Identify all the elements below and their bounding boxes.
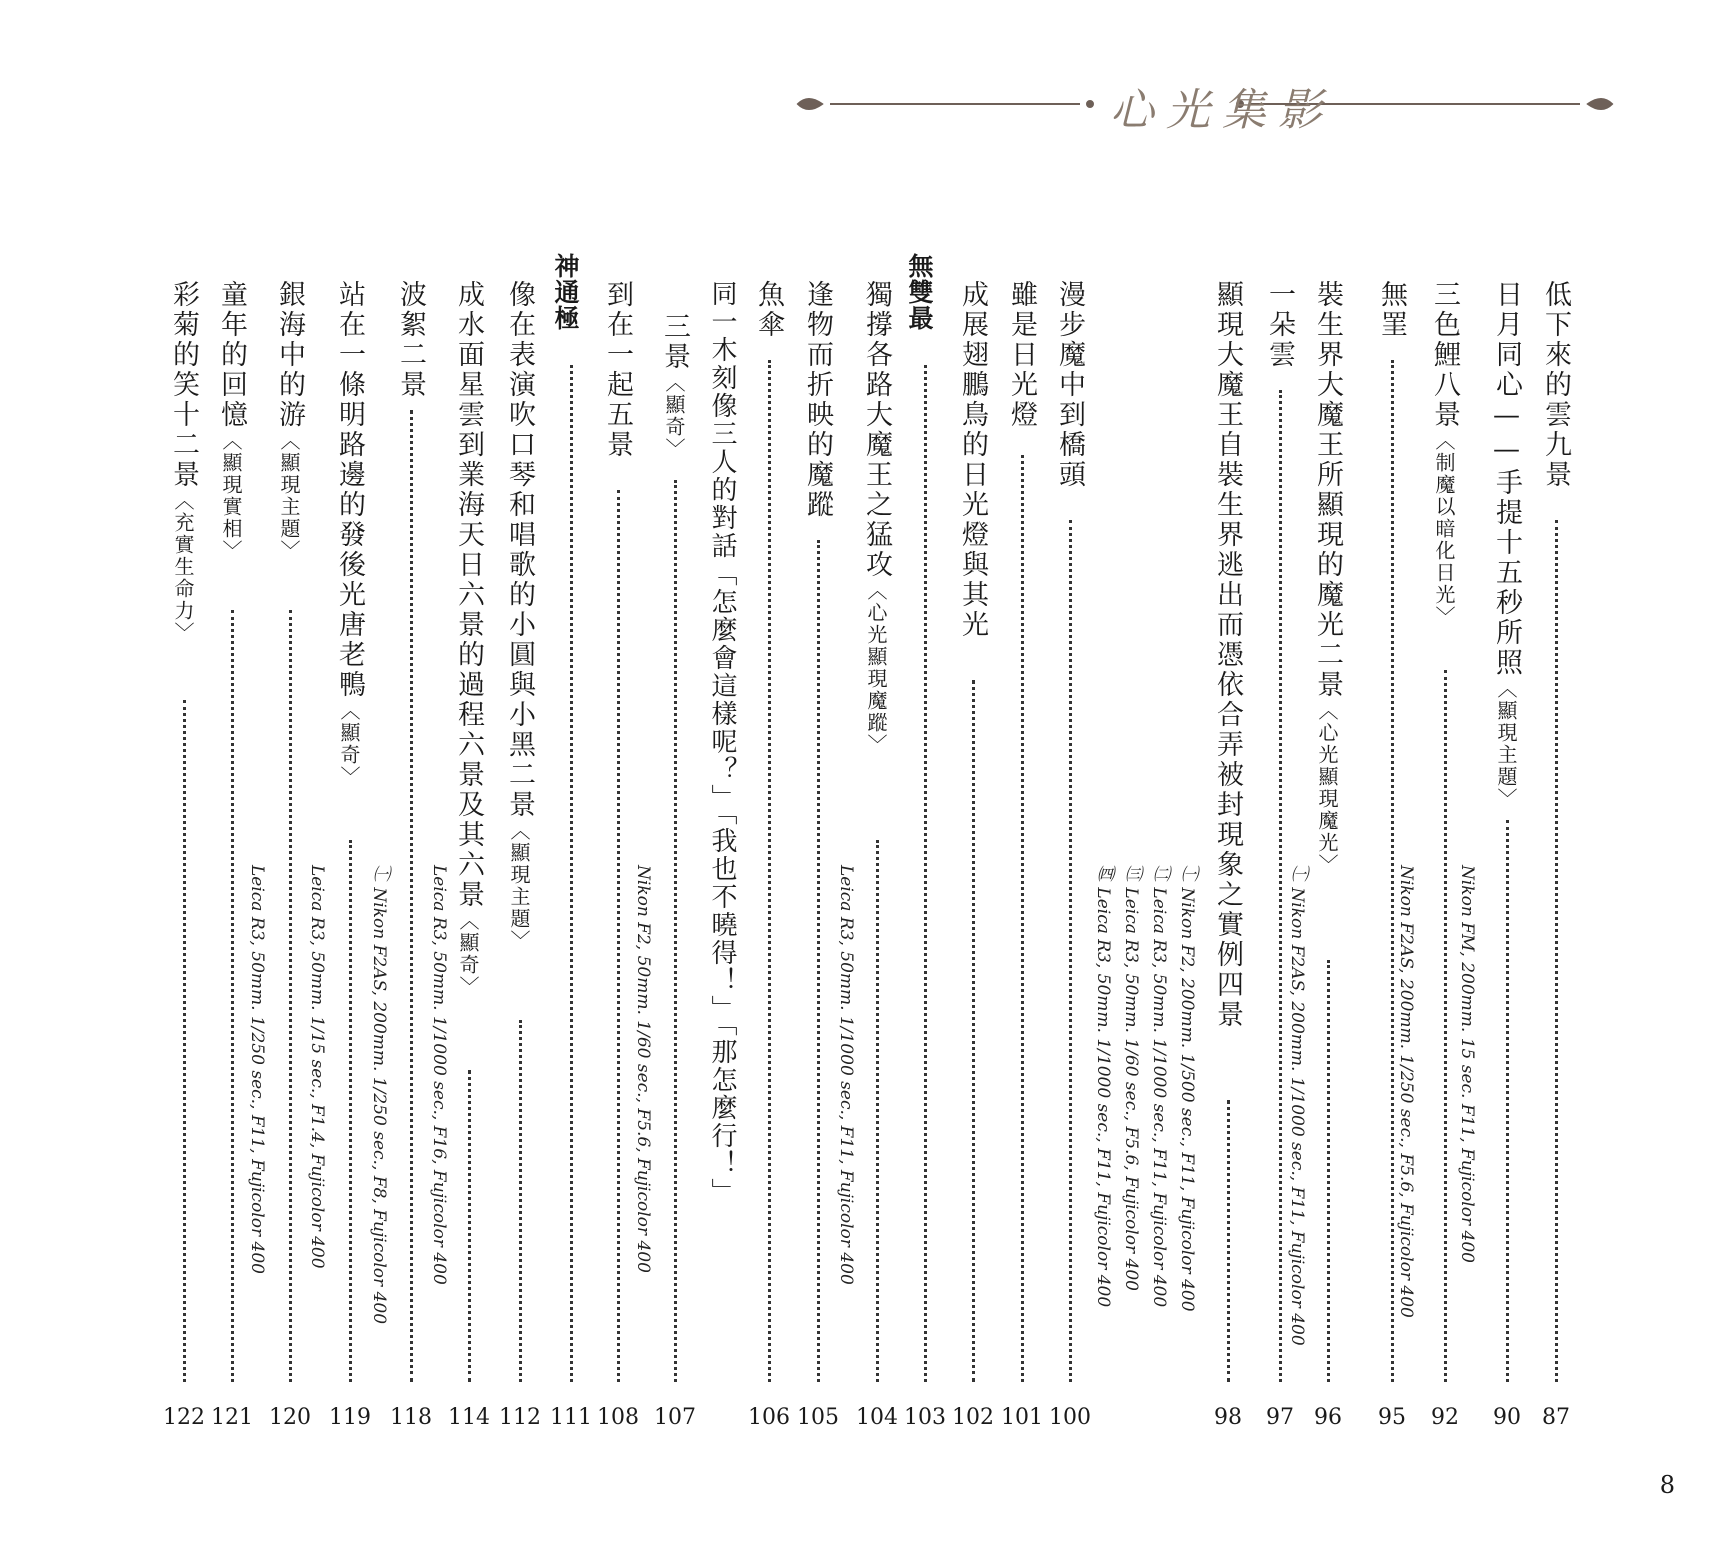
toc-entry[interactable] [1208,280,1248,1430]
entry-title: 三景〈顯奇〉 [659,312,690,460]
page-number-label: 102 [952,1405,994,1430]
camera-note: ㈢ Leica R3, 50mm. 1/60 sec., F5.6, Fujicolor 400 [1121,865,1141,1291]
page-number: 8 [1659,1471,1675,1499]
toc-entry[interactable] [655,280,695,1430]
page-number-label: 119 [329,1405,371,1430]
dot-leader [1327,960,1330,1382]
page-number-label: 105 [797,1405,839,1430]
page-number-label: 112 [499,1405,541,1430]
entry-title: 裝生界大魔王所顯現的魔光二景〈心光顯現魔光〉 [1312,280,1343,876]
dot-leader [1555,520,1558,1382]
page-number-label: 114 [448,1405,490,1430]
camera-note: ㈠ Nikon F2AS, 200mm. 1/1000 sec., F11, Fujicolor 400 [1287,865,1307,1346]
camera-note: Leica R3, 50mm. 1/1000 sec., F16, Fujicolor 400 [429,865,449,1285]
toc-entry [703,280,743,1430]
page-number-label: 118 [390,1405,432,1430]
section-heading: 無雙最 [905,253,934,331]
dot-leader [876,840,879,1382]
page-number-label: 95 [1378,1405,1406,1430]
page-number-label: 107 [654,1405,696,1430]
page-number-label: 90 [1493,1405,1521,1430]
entry-title: 雖是日光燈 [1006,280,1037,430]
toc-entry[interactable] [330,280,370,1430]
camera-note: Leica R3, 50mm. 1/1000 sec., F11, Fujicolor 400 [836,865,856,1285]
toc-entry[interactable] [798,280,838,1430]
entry-title: 一朵雲 [1264,280,1295,370]
toc-entry[interactable] [270,280,310,1430]
dot-leader [1444,670,1447,1382]
entry-title: 同一木刻像三人的對話「怎麼會這樣呢？」「我也不曉得！」「那怎麼行！」 [707,280,737,1206]
toc-entry[interactable] [749,280,789,1430]
dot-leader [817,540,820,1382]
toc-entry[interactable] [500,280,540,1430]
page-number-label: 92 [1431,1405,1459,1430]
entry-title: 獨撐各路大魔王之猛攻〈心光顯現魔蹤〉 [861,280,892,756]
entry-title: 銀海中的游〈顯現主題〉 [274,280,305,562]
toc-entry[interactable] [1308,280,1348,1430]
page-number-label: 103 [904,1405,946,1430]
dot-leader [972,680,975,1382]
toc-entry[interactable] [1536,280,1576,1430]
entry-title: 到在一起五景 [602,280,633,460]
entry-title: 成展翅鵬鳥的日光燈與其光 [957,280,988,640]
entry-title: 彩菊的笑十二景〈充實生命力〉 [168,280,199,644]
dot-leader [183,700,186,1382]
dot-leader [1279,390,1282,1382]
dot-leader [1069,520,1072,1382]
dot-leader [1506,820,1509,1382]
entry-title: 三色鯉八景〈制魔以暗化日光〉 [1429,280,1460,628]
entry-title: 漫步魔中到橋頭 [1054,280,1085,490]
entry-title: 魚傘 [753,280,784,340]
toc-entry[interactable] [1487,280,1527,1430]
toc-entry[interactable] [953,280,993,1430]
camera-note: ㈠ Nikon F2, 200mm. 1/500 sec., F11, Fujicolor 400 [1177,865,1197,1312]
entry-title: 童年的回憶〈顯現實相〉 [216,280,247,562]
dot-leader [289,610,292,1382]
section-heading: 神通極 [551,253,580,331]
dot-leader [617,490,620,1382]
dot-leader [924,365,927,1382]
page-number-label: 106 [748,1405,790,1430]
toc-entry[interactable] [1002,280,1042,1430]
page-number-label: 111 [550,1405,592,1430]
dot-leader [674,480,677,1382]
dot-leader [349,840,352,1382]
dot-leader [570,365,573,1382]
dot-leader [1021,455,1024,1382]
entry-title: 無罣 [1376,280,1407,340]
camera-note: Leica R3, 50mm. 1/250 sec., F11, Fujicolor 400 [247,865,267,1274]
toc-entry[interactable] [164,280,204,1430]
page-number-label: 122 [163,1405,205,1430]
page-number-label: 98 [1214,1405,1242,1430]
dot-leader [410,410,413,1382]
toc-entry[interactable] [905,280,945,1430]
camera-note: ㈣ Leica R3, 50mm. 1/1000 sec., F11, Fujicolor 400 [1093,865,1113,1308]
camera-note: Nikon F2, 50mm. 1/60 sec., F5.6, Fujicolor 400 [633,865,653,1273]
entry-title: 逢物而折映的魔蹤 [802,280,833,520]
entry-title: 波絮二景 [395,280,426,400]
page-number-label: 104 [856,1405,898,1430]
dot-leader [1391,360,1394,1382]
entry-title: 站在一條明路邊的發後光唐老鴨〈顯奇〉 [334,280,365,788]
camera-note: Nikon FM, 200mm. 15 sec. F11, Fujicolor 400 [1457,865,1477,1263]
camera-note: Leica R3, 50mm. 1/15 sec., F1.4, Fujicolor 400 [307,865,327,1269]
entry-title: 日月同心——手提十五秒所照〈顯現主題〉 [1491,280,1522,810]
dot-leader [468,1070,471,1382]
dot-leader [231,610,234,1382]
page-number-label: 108 [597,1405,639,1430]
toc-entry[interactable] [391,280,431,1430]
camera-note: ㈠ Nikon F2AS, 200mm. 1/250 sec., F8, Fujicolor 400 [369,865,389,1325]
dot-leader [1227,1100,1230,1382]
toc-entry[interactable] [1050,280,1090,1430]
toc-entry[interactable] [857,280,897,1430]
entry-title: 像在表演吹口琴和唱歌的小圓與小黑二景〈顯現主題〉 [504,280,535,952]
page-number-label: 87 [1542,1405,1570,1430]
page-number-label: 96 [1314,1405,1342,1430]
camera-note: ㈡ Leica R3, 50mm. 1/1000 sec., F11, Fujicolor 400 [1149,865,1169,1308]
page-number-label: 121 [211,1405,253,1430]
page-number-label: 120 [269,1405,311,1430]
dot-leader [768,360,771,1382]
page-number-label: 100 [1049,1405,1091,1430]
toc-entry[interactable] [449,280,489,1430]
toc-entry[interactable] [551,280,591,1430]
dot-leader [519,1020,522,1382]
entry-title: 顯現大魔王自裝生界逃出而憑依合弄被封現象之實例四景 [1212,280,1243,1030]
entry-title: 成水面星雲到業海天日六景的過程六景及其六景〈顯奇〉 [453,280,484,998]
page-number-label: 97 [1266,1405,1294,1430]
camera-note: Nikon F2AS, 200mm. 1/250 sec., F5.6, Fujicolor 400 [1396,865,1416,1318]
entry-title: 低下來的雲九景 [1540,280,1571,490]
page-number-label: 101 [1001,1405,1043,1430]
header-title: 心光集影 [1110,85,1334,136]
